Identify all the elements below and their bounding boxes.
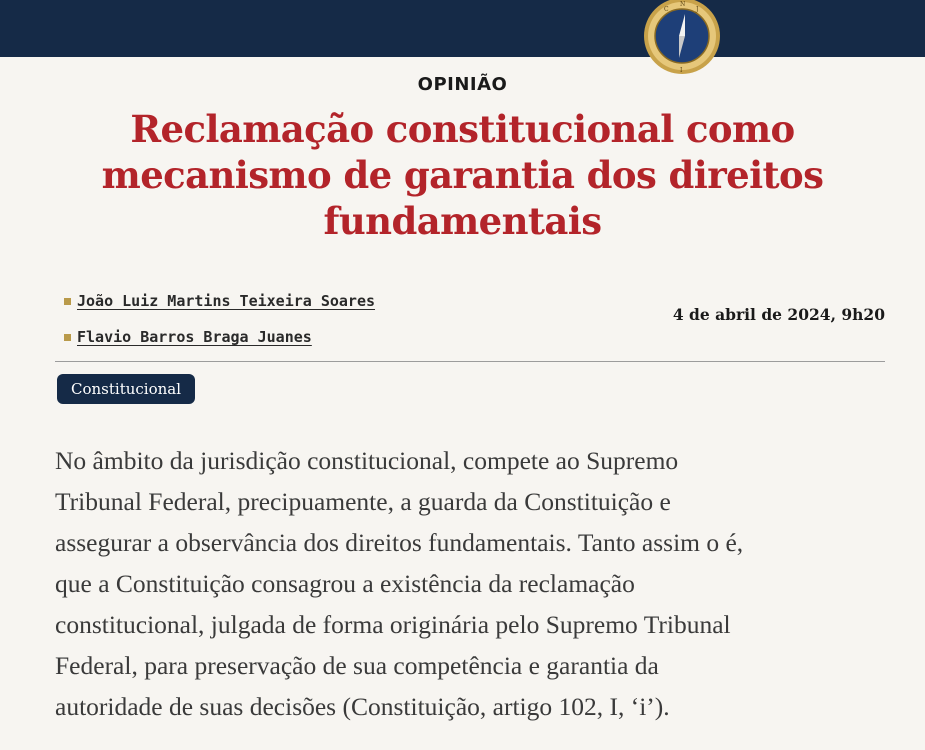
body-line: Tribunal Federal, precipuamente, a guarda da Constituição e [55, 487, 671, 516]
svg-text:I: I [680, 67, 683, 74]
body-line: No âmbito da jurisdição constitucional, compete ao Supremo [55, 446, 679, 475]
author-list [64, 283, 375, 355]
svg-text:N: N [680, 1, 686, 8]
body-line: Federal, para preservação de sua competência e garantia da [55, 651, 659, 680]
body-line: constitucional, julgada de forma originária pelo Supremo Tribunal [55, 610, 731, 639]
compass-seal-icon[interactable] [642, 0, 722, 76]
title-line: Reclamação constitucional como [130, 107, 795, 151]
author-link[interactable]: Flavio Barros Braga Juanes [77, 328, 312, 346]
body-line: autoridade de suas decisões (Constituição, artigo 102, I, ‘i’). [55, 692, 670, 721]
title-line: fundamentais [323, 199, 602, 243]
article-body [55, 440, 885, 727]
svg-text:J: J [696, 6, 699, 13]
divider [55, 361, 885, 362]
body-line: que a Constituição consagrou a existência da reclamação [55, 569, 635, 598]
title-line: mecanismo de garantia dos direitos [101, 153, 824, 197]
author-item [64, 283, 375, 319]
svg-text:C: C [664, 6, 669, 13]
body-line: assegurar a observância dos direitos fundamentais. Tanto assim o é, [55, 528, 744, 557]
bullet-icon [64, 334, 71, 341]
publish-date: 4 de abril de 2024, 9h20 [672, 305, 885, 324]
category-tag-button[interactable]: Constitucional [57, 374, 195, 404]
article-title [60, 106, 865, 244]
article-category: OPINIÃO [417, 74, 508, 95]
top-header-bar [0, 0, 925, 57]
author-item [64, 319, 375, 355]
bullet-icon [64, 298, 71, 305]
author-link[interactable]: João Luiz Martins Teixeira Soares [77, 292, 376, 310]
